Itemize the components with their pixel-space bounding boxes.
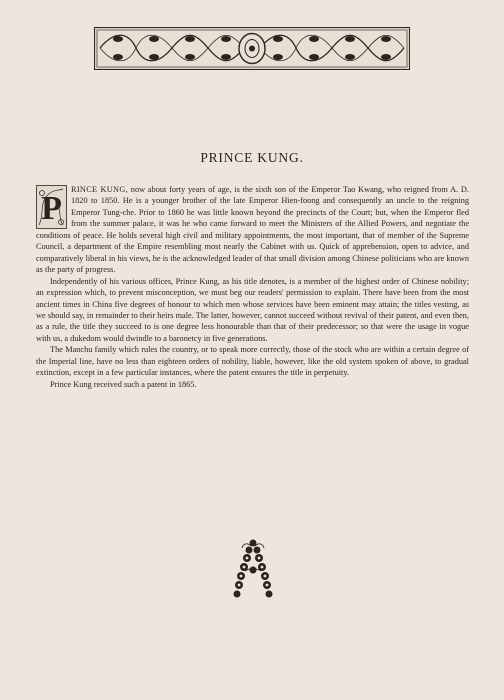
lead-text: RINCE KUNG, bbox=[71, 185, 129, 194]
article-body bbox=[36, 184, 469, 390]
drop-cap-letter: P bbox=[41, 190, 62, 227]
paragraph-2: Independently of his various offices, Prince Kung, as his title denotes, is a member of the highest order of Chinese nobility; an expression which, to prevent misconception, we must beg our readers' permission to explain. There have been from the most ancient times in China five degrees of honour to which men whose services have been eminent may attain; the titles vesting, as we should say, in remainder to their heirs male. The latter, however, cannot succeed without revival of their patent, and even then, as a rule, the title they succeed to is one degree less honourable than that of their predecessor; so that were the usage in vogue with us, a dukedom would dwindle to a baronetcy in five generations. bbox=[36, 276, 469, 343]
floral-footer-ornament bbox=[233, 538, 273, 600]
drop-cap-initial bbox=[36, 185, 67, 229]
paragraph-1 bbox=[36, 184, 469, 276]
page-title: PRINCE KUNG. bbox=[200, 150, 304, 165]
floral-header-ornament bbox=[94, 27, 410, 70]
paragraph-3: The Manchu family which rules the country, or to speak more correctly, those of the stock who are within a certain degree of the Imperial line, have no less than eighteen orders of nobility, liable, however, like the old system spoken of above, to gradual extinction, except in a few particular instances, where the patent ensures the title in perpetuity. bbox=[36, 345, 469, 378]
paragraph-4: Prince Kung received such a patent in 1865. bbox=[50, 379, 197, 389]
paragraph-1-text: now about forty years of age, is the sixth son of the Emperor Tao Kwang, who reigned from A. D. 1820 to 1850. He is a younger brother of the late Emperor Hien-foong and consequently an uncle to the reigning Emperor Tung-che. Prior to 1860 he was little known beyond the precincts of the Court; but, when the Emperor fled from the summer palace, it was he who came forward to meet the Ministers of the Allied Powers, and negotiate the conditions of peace. He holds several high civil and military appointments, the most important, that of member of the Supreme Council, a department of the Empire resembling most nearly the Cabinet with us. Quick of apprehension, open to advice, and comparatively liberal in his views, he is the acknowledged leader of that small division among Chinese politicians who are known as the party of progress. bbox=[36, 185, 469, 275]
